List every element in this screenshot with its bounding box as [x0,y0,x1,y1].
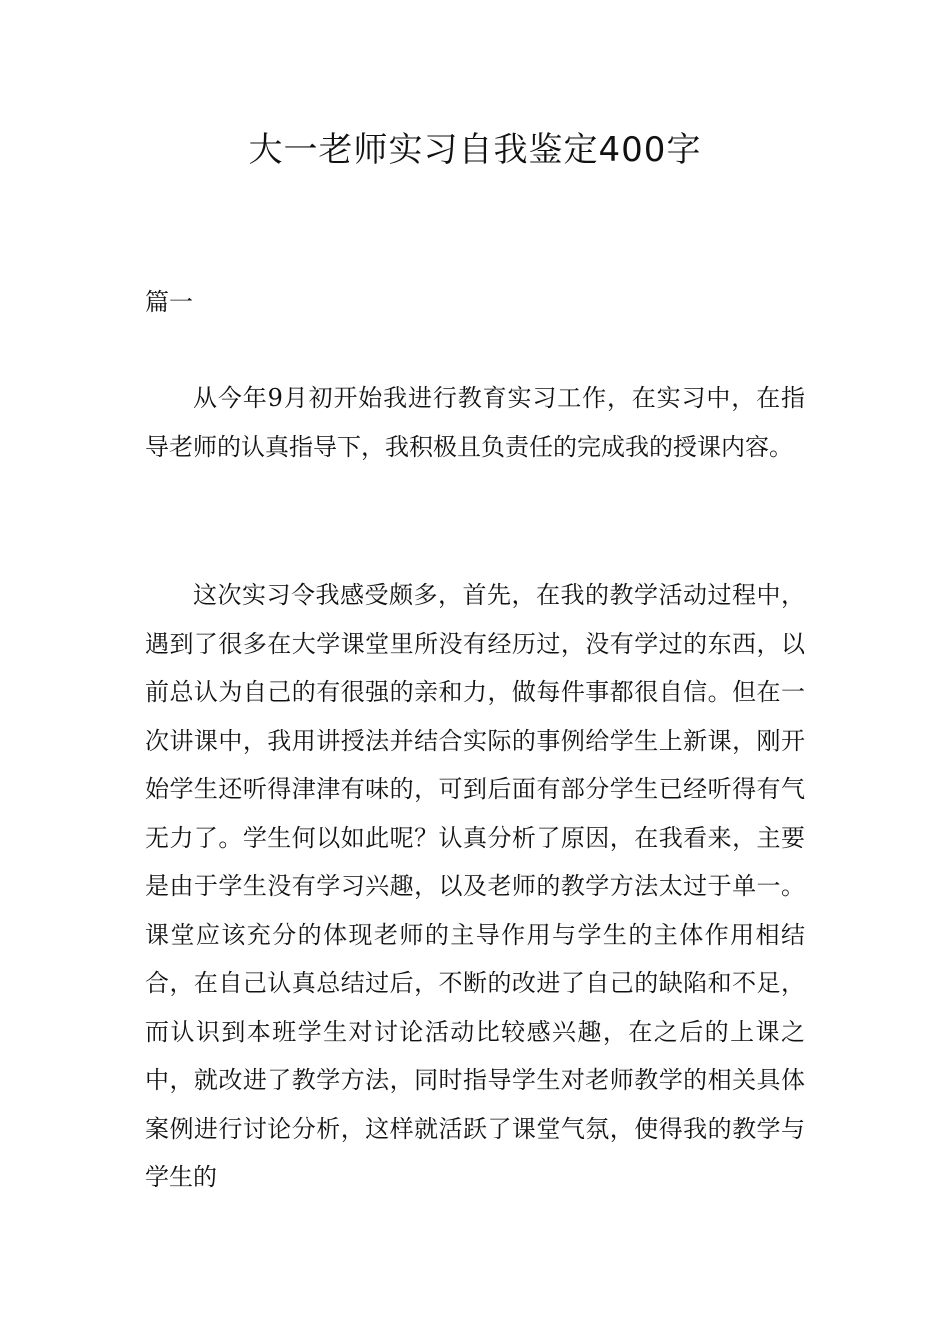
document-title: 大一老师实习自我鉴定400字 [248,130,702,170]
body-paragraph-1: 从今年9月初开始我进行教育实习工作，在实习中，在指导老师的认真指导下，我积极且负责任的完成我的授课内容。 [145,384,805,461]
section-heading: 篇一 [145,288,193,316]
body-paragraph-2: 这次实习令我感受颇多，首先，在我的教学活动过程中，遇到了很多在大学课堂里所没有经历过，没有学过的东西，以前总认为自己的有很强的亲和力，做每件事都很自信。但在一次讲课中，我用讲授法并结合实际的事例给学生上新课，刚开始学生还听得津津有味的，可到后面有部分学生已经听得有气无力了。学生何以如此呢？认真分析了原因，在我看来，主要是由于学生没有学习兴趣，以及老师的教学方法太过于单一。课堂应该充分的体现老师的主导作用与学生的主体作用相结合，在自己认真总结过后，不断的改进了自己的缺陷和不足，而认识到本班学生对讨论活动比较感兴趣，在之后的上课之中，就改进了教学方法，同时指导学生对老师教学的相关具体案例进行讨论分析，这样就活跃了课堂气氛，使得我的教学与学生的 [145,581,805,1191]
